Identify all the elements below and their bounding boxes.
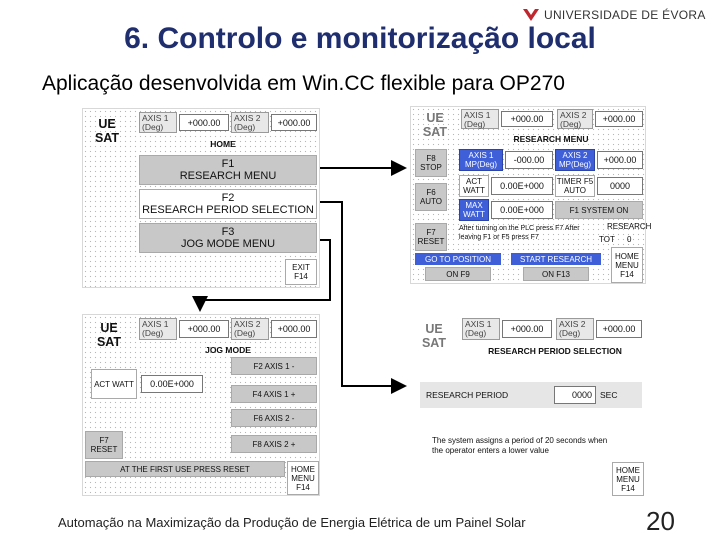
research-period-label: RESEARCH PERIOD [426,390,509,400]
axis1-mp-value: -000.00 [505,151,553,169]
f7-key: F7 [426,228,436,237]
slide-subtitle: Aplicação desenvolvida em Win.CC flexible para OP270 [42,72,565,95]
period-info-text: The system assigns a period of 20 seconds when the operator enters a lower value [432,436,608,455]
startup-note: After turning on the PLC press F7 After leaving F1 or F5 press F7 [459,225,580,241]
axis1-label: AXIS 1 (Deg) [139,112,177,133]
tot-value: 0 [627,235,632,244]
exit-code: F14 [294,272,308,281]
act-watt-label: ACT WATT [91,369,137,399]
home-menu-code: F14 [296,482,310,492]
max-watt-label: MAX WATT [459,199,489,221]
f7-label: RESET [90,445,118,454]
axis1-value: +000.00 [501,111,553,127]
tot-label: TOT [599,235,615,244]
f8-axis2-plus-button[interactable]: F8 AXIS 2 + [231,435,317,453]
home-menu-label: HOME MENU [615,251,639,270]
timer-label: TIMER F5 AUTO [556,177,594,195]
f2-label: RESEARCH PERIOD SELECTION [142,204,314,216]
axis2-value: +000.00 [271,320,317,338]
f4-axis1-plus-button[interactable]: F4 AXIS 1 + [231,385,317,403]
go-to-position-button[interactable]: GO TO POSITION [415,253,501,265]
home-menu-code: F14 [621,483,635,493]
axis2-label: AXIS 2 (Deg) [556,318,594,340]
axis1-value: +000.00 [179,114,229,131]
axis1-mp-label: AXIS 1 MP(Deg) [459,149,503,171]
axis2-value: +000.00 [271,114,317,131]
act-watt-value: 0.00E+000 [141,375,203,393]
f8-key: F8 [426,154,436,163]
slide-title: 6. Controlo e monitorização local [124,22,596,55]
axis2-label: AXIS 2 (Deg) [231,318,269,340]
screen-header: RESEARCH PERIOD SELECTION [488,346,622,356]
axis2-mp-value: +000.00 [597,151,643,169]
on-f9-button[interactable]: ON F9 [425,267,491,281]
act-watt-value: 0.00E+000 [491,177,553,195]
screen-header: JOG MODE [205,345,251,355]
timer-value: 0000 [597,177,643,195]
research-label: RESEARCH [607,222,652,231]
arrow-to-research-period [320,202,405,386]
exit-key: EXIT [292,263,310,272]
research-period-unit: SEC [600,390,618,400]
axis1-label: AXIS 1 (Deg) [462,318,500,340]
home-menu-code: F14 [620,269,634,279]
logo-text: UNIVERSIDADE DE ÉVORA [544,8,706,22]
screen-header: RESEARCH MENU [513,134,589,144]
act-watt-label: ACT WATT [459,175,489,197]
axis1-value: +000.00 [502,320,552,338]
f1-key: F1 [221,158,235,170]
axis2-mp-label: AXIS 2 MP(Deg) [555,149,595,171]
f6-axis2-minus-button[interactable]: F6 AXIS 2 - [231,409,317,427]
research-period-input[interactable]: 0000 [554,386,596,404]
max-watt-value: 0.00E+000 [491,201,553,219]
axis2-label: AXIS 2 (Deg) [231,112,269,133]
f3-label: JOG MODE MENU [180,238,276,250]
page-number: 20 [646,506,675,536]
first-use-reset-notice: AT THE FIRST USE PRESS RESET [85,461,285,477]
axis1-value: +000.00 [179,320,229,338]
axis2-label: AXIS 2 (Deg) [557,109,593,129]
axis2-value: +000.00 [596,320,642,338]
f6-label: AUTO [419,197,443,206]
f2-axis1-minus-button[interactable]: F2 AXIS 1 - [231,357,317,375]
axis2-value: +000.00 [595,111,643,127]
arrow-to-jog-mode [200,240,330,310]
f7-key: F7 [99,436,109,445]
f1-label: RESEARCH MENU [179,170,277,182]
f2-key: F2 [221,192,235,204]
screen-header: HOME [210,139,236,149]
f8-label: STOP [420,163,442,172]
home-menu-label: HOME MENU [291,464,315,483]
f1-system-on-button[interactable]: F1 SYSTEM ON [555,201,643,219]
brand-logo: UE SAT [422,111,448,139]
axis1-label: AXIS 1 (Deg) [139,318,177,340]
on-f13-button[interactable]: ON F13 [523,267,589,281]
slide-footer: Automação na Maximização da Produção de Energia Elétrica de um Painel Solar [58,515,526,530]
home-menu-label: HOME MENU [616,465,640,484]
brand-logo: UE SAT [96,321,122,349]
axis1-label: AXIS 1 (Deg) [461,109,499,129]
f7-label: RESET [417,237,445,246]
f3-key: F3 [221,226,235,238]
brand-logo: UE SAT [421,322,447,350]
f6-key: F6 [426,188,436,197]
start-research-button[interactable]: START RESEARCH [511,253,601,265]
brand-logo: UE SAT [94,117,120,145]
